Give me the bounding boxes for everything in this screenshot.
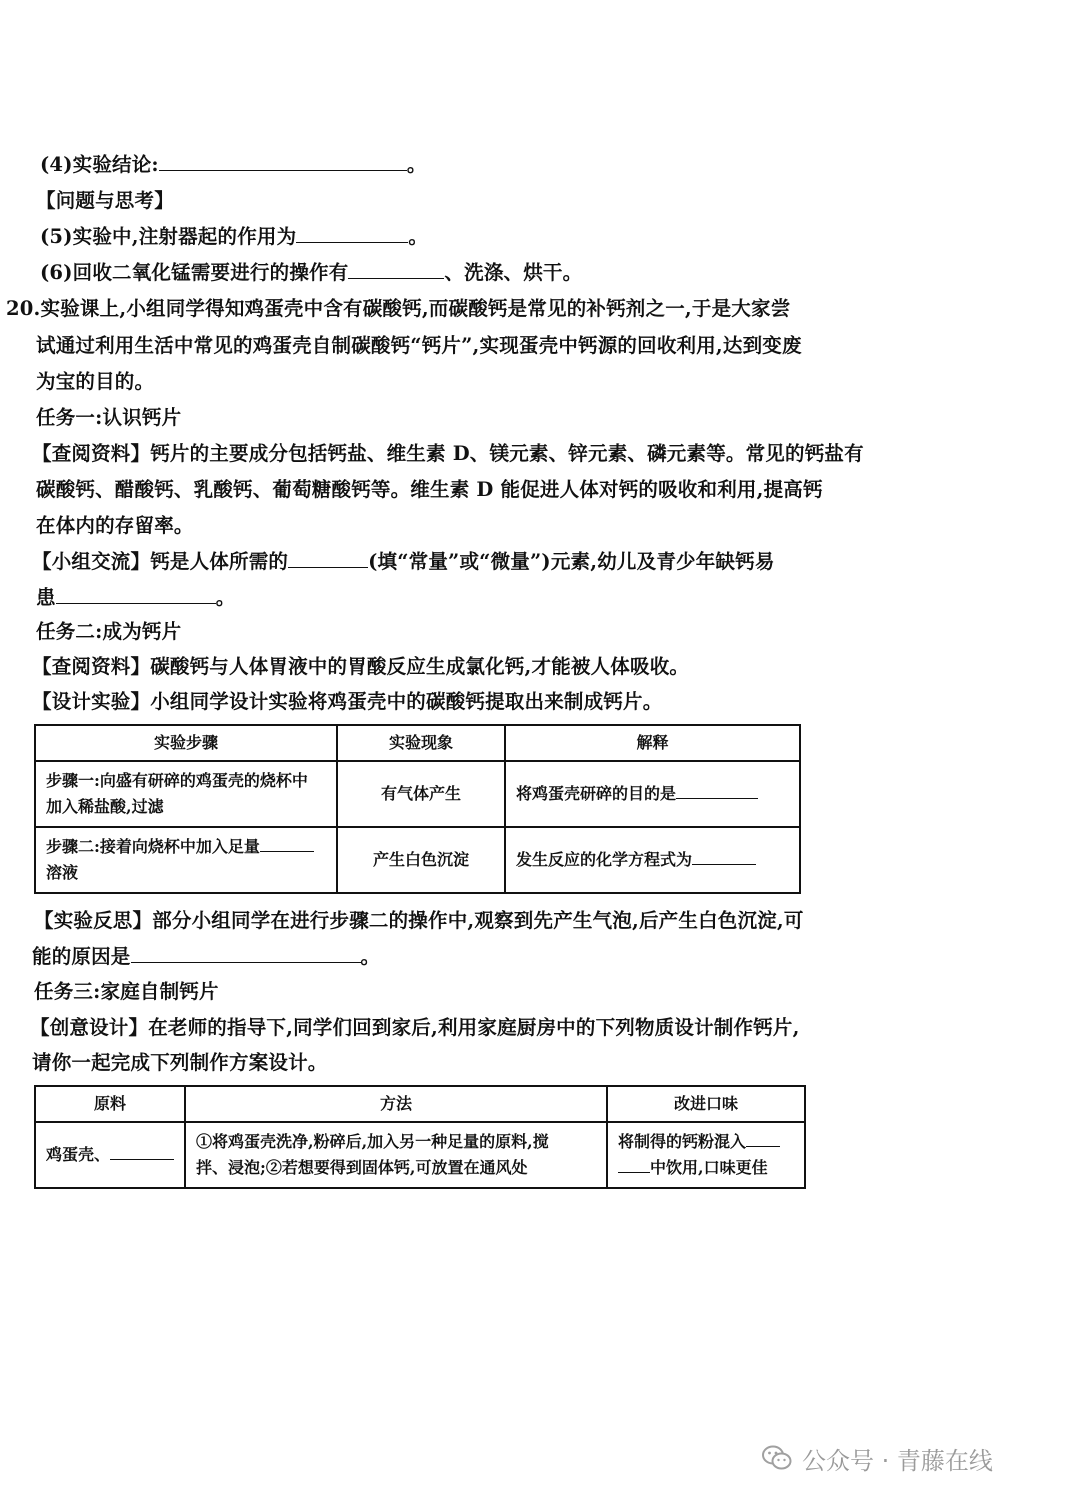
step-2-text: 步骤二:接着向烧杯中加入足量 xyxy=(46,837,260,856)
step-1-line-1: 步骤一:向盛有研碎的鸡蛋壳的烧杯中 xyxy=(46,771,308,790)
period: 。 xyxy=(408,225,429,248)
answer-blank[interactable] xyxy=(131,944,361,963)
phenomenon-cell: 产生白色沉淀 xyxy=(337,827,505,893)
explain-cell xyxy=(505,827,800,893)
step-1-line-2: 加入稀盐酸,过滤 xyxy=(46,797,164,816)
answer-blank[interactable] xyxy=(296,224,408,243)
explain-cell xyxy=(505,761,800,827)
table-header-row xyxy=(35,725,800,761)
creative-2: 请你一起完成下列制作方案设计。 xyxy=(32,1051,328,1074)
answer-blank[interactable] xyxy=(288,549,368,568)
method-line-2: 拌、浸泡;②若想要得到固体钙,可放置在通风处 xyxy=(196,1158,528,1177)
period: 。 xyxy=(406,153,427,176)
step-cell xyxy=(35,761,337,827)
task-1-title: 任务一:认识钙片 xyxy=(36,406,182,429)
table-header-row xyxy=(35,1086,805,1122)
material-text: 鸡蛋壳、 xyxy=(46,1145,111,1164)
task-2-info: 【查阅资料】碳酸钙与人体胃液中的胃酸反应生成氯化钙,才能被人体吸收。 xyxy=(32,655,690,678)
answer-blank[interactable] xyxy=(676,782,758,799)
explain-text: 发生反应的化学方程式为 xyxy=(516,850,693,869)
material-cell xyxy=(35,1122,185,1188)
wechat-icon xyxy=(762,1445,792,1471)
task-1-info-3: 在体内的存留率。 xyxy=(36,514,194,537)
answer-blank[interactable] xyxy=(746,1130,780,1147)
task-1-discussion-2 xyxy=(36,585,235,611)
answer-blank[interactable] xyxy=(348,260,444,279)
reflection-text: 能的原因是 xyxy=(32,945,131,968)
experiment-table xyxy=(34,724,801,894)
period: 。 xyxy=(215,586,236,609)
taste-text: 将制得的钙粉混入 xyxy=(618,1132,747,1151)
q19-line-6-text: (6)回收二氧化锰需要进行的操作有 xyxy=(40,261,349,284)
method-cell xyxy=(185,1122,607,1188)
discussion-text: 【小组交流】钙是人体所需的 xyxy=(32,550,289,573)
taste-line-2 xyxy=(618,1155,794,1181)
period: 。 xyxy=(360,945,381,968)
discussion-text-end: (填“常量”或“微量”)元素,幼儿及青少年缺钙易 xyxy=(368,550,775,573)
watermark xyxy=(762,1441,993,1475)
answer-blank[interactable] xyxy=(56,585,216,604)
creative-1: 【创意设计】在老师的指导下,同学们回到家后,利用家庭厨房中的下列物质设计制作钙片, xyxy=(30,1016,800,1039)
table-row xyxy=(35,1122,805,1188)
method-line-1: ①将鸡蛋壳洗净,粉碎后,加入另一种足量的原料,搅 xyxy=(196,1132,549,1151)
step-2-line-1 xyxy=(46,834,326,860)
discussion-text: 患 xyxy=(36,586,56,609)
step-2-line-2: 溶液 xyxy=(46,863,79,882)
answer-blank[interactable] xyxy=(618,1156,650,1173)
reflection-1: 【实验反思】部分小组同学在进行步骤二的操作中,观察到先产生气泡,后产生白色沉淀,可 xyxy=(34,909,804,932)
q20-intro-2: 试通过利用生活中常见的鸡蛋壳自制碳酸钙“钙片”,实现蛋壳中钙源的回收利用,达到变废 xyxy=(36,334,802,357)
q19-line-5-text: (5)实验中,注射器起的作用为 xyxy=(40,225,297,248)
table-header: 实验步骤 xyxy=(35,725,337,761)
task-1-info-2: 碳酸钙、醋酸钙、乳酸钙、葡萄糖酸钙等。维生素 D 能促进人体对钙的吸收和利用,提高钙 xyxy=(36,478,823,501)
answer-blank[interactable] xyxy=(110,1143,174,1160)
q20-intro-1-text: 实验课上,小组同学得知鸡蛋壳中含有碳酸钙,而碳酸钙是常见的补钙剂之一,于是大家尝 xyxy=(40,297,791,320)
table-header: 实验现象 xyxy=(337,725,505,761)
explain-text: 将鸡蛋壳研碎的目的是 xyxy=(516,784,677,803)
q19-section-title: 【问题与思考】 xyxy=(36,189,174,212)
task-1-discussion-1 xyxy=(32,549,775,575)
table-header: 改进口味 xyxy=(607,1086,805,1122)
q19-line-6-end: 、洗涤、烘干。 xyxy=(444,261,583,284)
step-cell xyxy=(35,827,337,893)
table-header: 原料 xyxy=(35,1086,185,1122)
answer-blank[interactable] xyxy=(159,152,407,171)
q19-line-4 xyxy=(40,152,427,178)
taste-cell xyxy=(607,1122,805,1188)
watermark-text: 公众号 · 青藤在线 xyxy=(802,1446,993,1475)
task-1-info-1: 【查阅资料】钙片的主要成分包括钙盐、维生素 D、镁元素、锌元素、磷元素等。常见的钙盐有 xyxy=(32,442,864,465)
table-header: 解释 xyxy=(505,725,800,761)
task-2-design: 【设计实验】小组同学设计实验将鸡蛋壳中的碳酸钙提取出来制成钙片。 xyxy=(32,690,663,713)
task-2-title: 任务二:成为钙片 xyxy=(36,620,182,643)
recipe-table xyxy=(34,1085,806,1189)
task-3-title: 任务三:家庭自制钙片 xyxy=(34,980,219,1003)
q19-line-6 xyxy=(40,260,582,286)
q20-intro-3: 为宝的目的。 xyxy=(36,370,155,393)
q19-line-5 xyxy=(40,224,428,250)
table-row xyxy=(35,761,800,827)
taste-text-end: 中饮用,口味更佳 xyxy=(650,1158,768,1177)
table-header: 方法 xyxy=(185,1086,607,1122)
table-row xyxy=(35,827,800,893)
answer-blank[interactable] xyxy=(692,848,756,865)
phenomenon-cell: 有气体产生 xyxy=(337,761,505,827)
reflection-2 xyxy=(32,944,380,970)
q20-intro-1 xyxy=(6,296,790,322)
question-number: 20. xyxy=(6,297,41,320)
taste-line-1 xyxy=(618,1129,794,1155)
answer-blank[interactable] xyxy=(260,835,314,852)
q19-line-4-text: (4)实验结论: xyxy=(40,153,159,176)
